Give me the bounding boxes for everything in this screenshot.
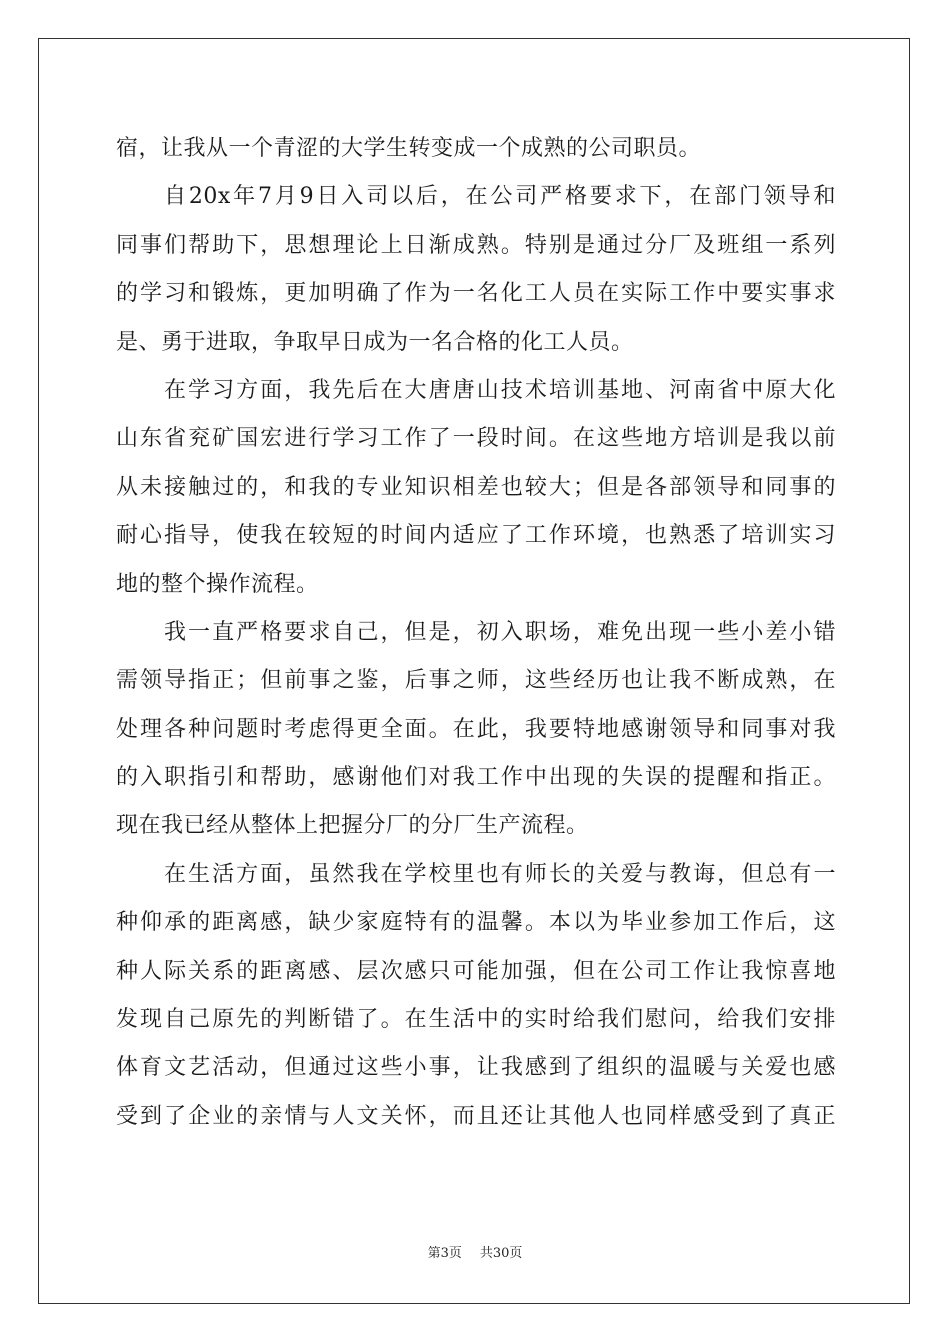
text-line: 的学习和锻炼，更加明确了作为一名化工人员在实际工作中要实事求	[116, 281, 836, 307]
document-body	[116, 125, 836, 1141]
text-line: 需领导指正；但前事之鉴，后事之师，这些经历也让我不断成熟，在	[116, 668, 836, 694]
page-total: 共30页	[479, 1246, 523, 1261]
text-line: 地的整个操作流程。	[116, 571, 319, 597]
text-line: 受到了企业的亲情与人文关怀，而且还让其他人也同样感受到了真正	[116, 1103, 836, 1129]
text-line: 从未接触过的，和我的专业知识相差也较大；但是各部领导和同事的	[116, 474, 836, 500]
page-number: 第3页	[427, 1246, 462, 1261]
text-line: 自20x年7月9日入司以后，在公司严格要求下，在部门领导和	[164, 184, 836, 210]
paragraph	[116, 125, 836, 173]
text-line: 宿，让我从一个青涩的大学生转变成一个成熟的公司职员。	[116, 136, 702, 161]
paragraph	[116, 367, 836, 609]
text-line: 在学习方面，我先后在大唐唐山技术培训基地、河南省中原大化	[164, 377, 836, 403]
text-line: 发现自己原先的判断错了。在生活中的实时给我们慰问，给我们安排	[116, 1007, 836, 1033]
page-footer	[0, 1246, 950, 1262]
paragraph	[116, 609, 836, 851]
text-line: 我一直严格要求自己，但是，初入职场，难免出现一些小差小错	[164, 619, 836, 645]
text-line: 在生活方面，虽然我在学校里也有师长的关爱与教诲，但总有一	[164, 861, 836, 887]
text-line: 山东省兖矿国宏进行学习工作了一段时间。在这些地方培训是我以前	[116, 426, 836, 452]
text-line: 耐心指导，使我在较短的时间内适应了工作环境，也熟悉了培训实习	[116, 523, 836, 549]
text-line: 是、勇于进取，争取早日成为一名合格的化工人员。	[116, 329, 634, 355]
text-line: 现在我已经从整体上把握分厂的分厂生产流程。	[116, 813, 589, 839]
text-line: 种人际关系的距离感、层次感只可能加强，但在公司工作让我惊喜地	[116, 958, 836, 984]
text-line: 同事们帮助下，思想理论上日渐成熟。特别是通过分厂及班组一系列	[116, 232, 836, 258]
text-line: 的入职指引和帮助，感谢他们对我工作中出现的失误的提醒和指正。	[116, 765, 836, 791]
text-line: 种仰承的距离感，缺少家庭特有的温馨。本以为毕业参加工作后，这	[116, 910, 836, 936]
text-line: 处理各种问题时考虑得更全面。在此，我要特地感谢领导和同事对我	[116, 716, 836, 742]
text-line: 体育文艺活动，但通过这些小事，让我感到了组织的温暖与关爱也感	[116, 1055, 836, 1081]
paragraph	[116, 851, 836, 1141]
paragraph	[116, 173, 836, 367]
